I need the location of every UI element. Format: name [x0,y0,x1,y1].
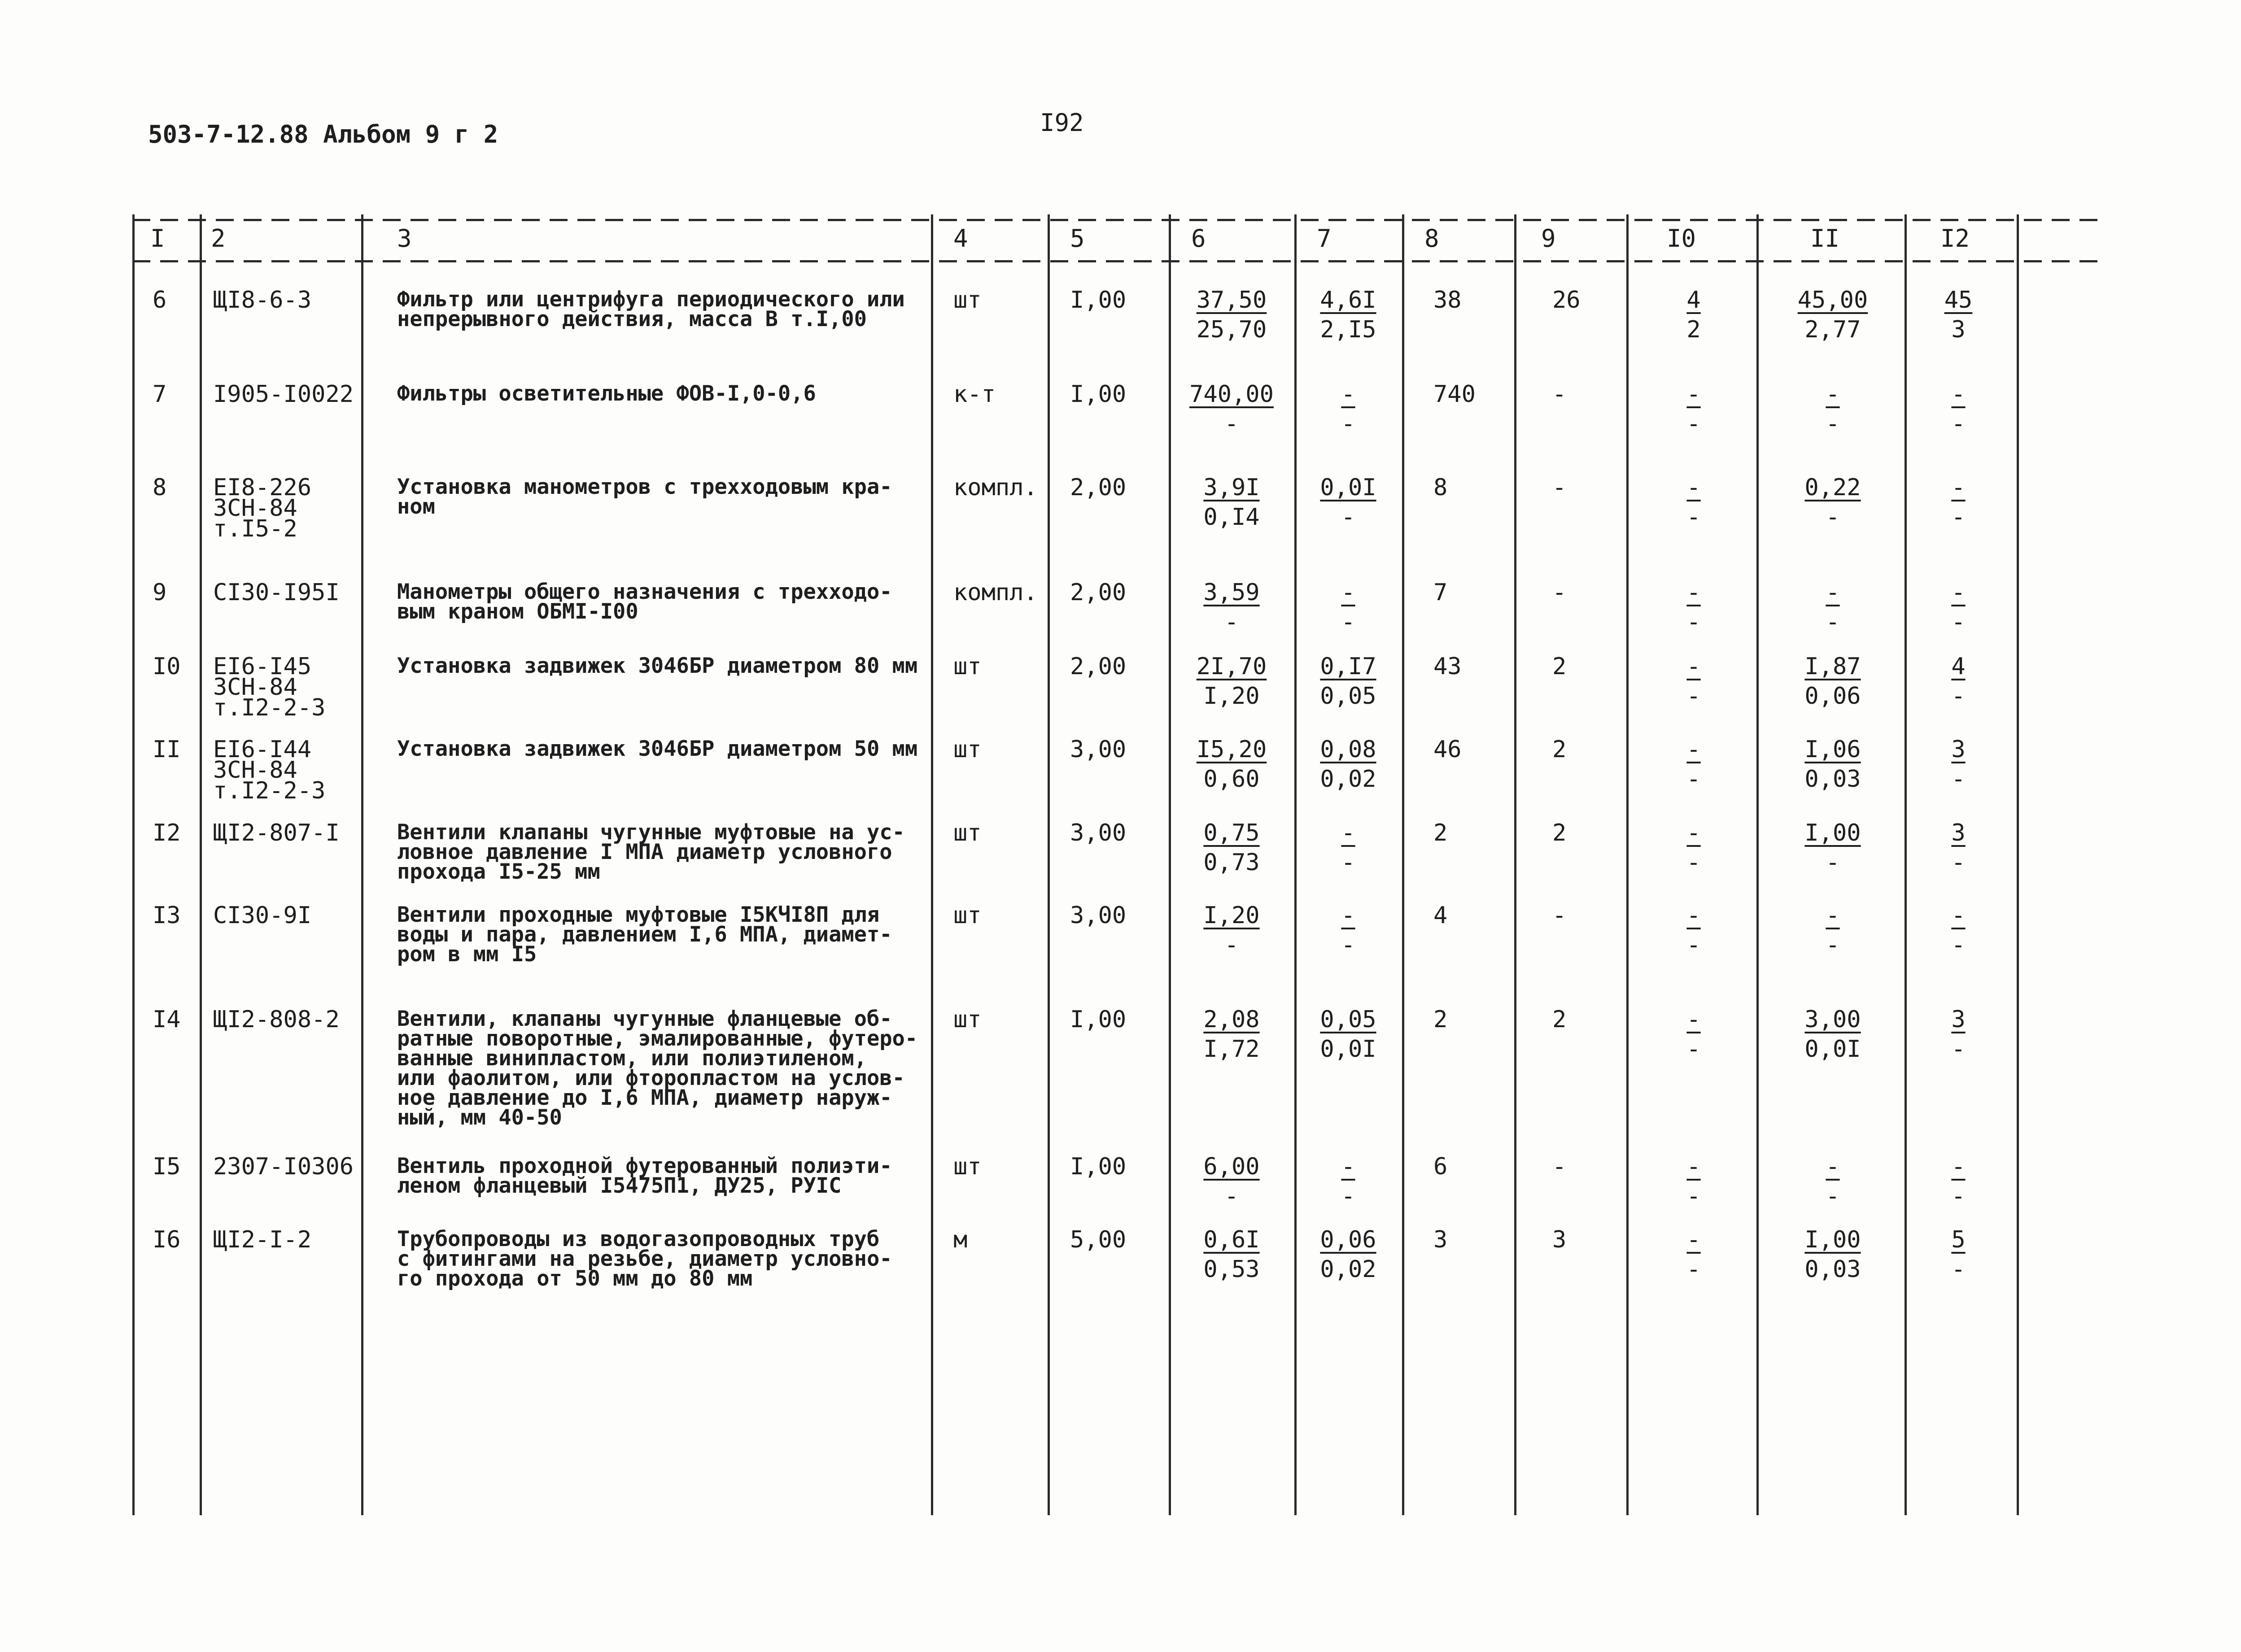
col10-value [1644,901,1743,960]
row-number: 9 [153,579,167,606]
row-number: I3 [153,902,181,929]
col6-cost-denominator: 25,70 [1196,316,1267,343]
col11-value [1783,473,1882,532]
work-description: Фильтр или центрифуга периодического или непрерывного действия, масса В т.I,00 [397,287,905,331]
col6-cost-numerator: 2,08 [1203,1006,1260,1033]
col7-cost-denominator: 0,02 [1320,766,1376,793]
col12-value-numerator: 3 [1951,736,1966,763]
col12-value-denominator: - [1951,609,1966,636]
column-divider [2017,214,2019,1515]
col11-value-numerator: I,00 [1804,819,1861,846]
column-divider [931,214,933,1515]
row-number: 7 [153,381,167,408]
col10-value [1644,818,1743,877]
col8-value: 43 [1433,653,1462,680]
col10-value-denominator: - [1686,683,1701,710]
col8-value: 4 [1433,902,1448,929]
col9-value: - [1552,1153,1567,1180]
column-number: 5 [1070,224,1085,253]
col7-cost [1299,735,1398,794]
col10-value-numerator: - [1686,1153,1701,1180]
col11-value-numerator: I,06 [1804,736,1861,763]
work-description: Трубопроводы из водогазопроводных труб с фитингами на резьбе, диаметр условно- го прохода от 50 мм до 80 мм [397,1227,892,1291]
quantity: 3,00 [1070,902,1127,929]
column-divider [1905,214,1907,1515]
work-description: Фильтры осветительные ФОВ-I,0-0,6 [397,381,816,406]
unit-of-measure: к-т [953,381,996,408]
col11-value-numerator: 3,00 [1804,1006,1861,1033]
col7-cost-numerator: 0,0I [1320,474,1376,501]
col12-value-denominator: - [1951,504,1966,531]
col12-value-denominator: - [1951,1183,1966,1210]
col12-value [1909,652,2008,711]
col12-value-numerator: 4 [1951,653,1966,680]
col12-value-denominator: - [1951,1036,1966,1063]
row-number: I5 [153,1153,181,1180]
col6-cost-numerator: I5,20 [1196,736,1267,763]
col6-cost-denominator: - [1224,609,1239,636]
unit-of-measure: шт [953,653,982,680]
col10-value-numerator: - [1686,474,1701,501]
col10-value-numerator: - [1686,902,1701,929]
col12-value [1909,818,2008,877]
rate-code: 2307-I0306 [213,1153,354,1180]
col11-value-numerator: - [1826,1153,1840,1180]
rate-code: ЕI8-226 3СН-84 т.I5-2 [213,474,312,542]
col11-value-denominator: 0,0I [1804,1036,1861,1063]
unit-of-measure: м [953,1226,968,1253]
col12-value-numerator: 3 [1951,819,1966,846]
column-divider [132,214,135,1515]
col7-cost-denominator: 0,0I [1320,1036,1376,1063]
rate-code: I905-I0022 [213,381,354,408]
rate-code: ЩI2-807-I [213,819,340,846]
row-number: II [153,736,181,763]
col6-cost-numerator: 2I,70 [1196,653,1267,680]
col7-cost [1299,1225,1398,1284]
col7-cost [1299,578,1398,637]
col9-value: - [1552,902,1567,929]
col12-value-denominator: - [1951,766,1966,793]
unit-of-measure: компл. [953,579,1038,606]
col10-value-numerator: - [1686,1006,1701,1033]
col12-value-numerator: - [1951,1153,1966,1180]
col8-value: 740 [1433,381,1476,408]
col10-value-numerator: - [1686,653,1701,680]
work-description: Установка задвижек 3046БР диаметром 80 мм [397,654,918,678]
column-number: II [1810,224,1840,253]
col12-value-numerator: - [1951,474,1966,501]
col12-value-numerator: - [1951,381,1966,408]
col12-value-numerator: 5 [1951,1226,1966,1253]
col7-cost-denominator: 2,I5 [1320,316,1376,343]
col11-value-numerator: - [1826,381,1840,408]
row-number: 6 [153,287,167,314]
estimate-table [132,214,2106,1515]
col9-value: 3 [1552,1226,1567,1253]
col7-cost-denominator: 0,05 [1320,683,1376,710]
col11-value [1783,652,1882,711]
col11-value-numerator: I,87 [1804,653,1861,680]
col11-value-numerator: - [1826,902,1840,929]
col6-cost [1182,901,1281,960]
col11-value-numerator: 45,00 [1797,287,1868,314]
col12-value-numerator: - [1951,579,1966,606]
col10-value-numerator: - [1686,1226,1701,1253]
column-number: 4 [953,224,968,253]
col12-value [1909,578,2008,637]
col7-cost-numerator: - [1341,902,1355,929]
col10-value-numerator: - [1686,736,1701,763]
rate-code: СI30-9I [213,902,312,929]
rate-code: ЕI6-I45 3СН-84 т.I2-2-3 [213,653,326,721]
col9-value: - [1552,381,1567,408]
col10-value [1644,578,1743,637]
column-divider [200,214,202,1515]
col7-cost-denominator: - [1341,1183,1355,1210]
col6-cost [1182,652,1281,711]
quantity: I,00 [1070,1006,1127,1033]
col6-cost [1182,1005,1281,1064]
unit-of-measure: шт [953,819,982,846]
column-number: 9 [1541,224,1556,253]
col7-cost-numerator: 0,05 [1320,1006,1376,1033]
col6-cost-numerator: 0,6I [1203,1226,1260,1253]
col9-value: 2 [1552,736,1567,763]
col12-value-denominator: - [1951,683,1966,710]
col10-value-denominator: - [1686,1036,1701,1063]
rate-code: ЩI2-I-2 [213,1226,312,1253]
col6-cost-numerator: 3,59 [1203,579,1260,606]
col10-value-numerator: - [1686,579,1701,606]
col7-cost-numerator: 4,6I [1320,287,1376,314]
column-number: I0 [1667,224,1696,253]
col12-value [1909,1152,2008,1211]
col11-value-denominator: - [1826,410,1840,437]
col10-value-denominator: 2 [1686,316,1701,343]
col6-cost [1182,578,1281,637]
col6-cost [1182,379,1281,439]
rate-code: ЩI2-808-2 [213,1006,340,1033]
col6-cost [1182,735,1281,794]
col12-value [1909,285,2008,344]
col11-value-numerator: - [1826,579,1840,606]
col10-value [1644,285,1743,344]
col10-value [1644,1225,1743,1284]
col10-value-denominator: - [1686,766,1701,793]
col7-cost-denominator: - [1341,932,1355,959]
col11-value [1783,285,1882,344]
unit-of-measure: шт [953,902,982,929]
work-description: Вентиль проходной футерованный полиэти- леном фланцевый I5475П1, ДУ25, РУIС [397,1154,892,1198]
col12-value [1909,901,2008,960]
col12-value-numerator: - [1951,902,1966,929]
col11-value-denominator: - [1826,932,1840,959]
col6-cost [1182,1152,1281,1211]
work-description: Вентили, клапаны чугунные фланцевые об- ратные поворотные, эмалированные, футеро- ванные винипластом, или полиэтиленом, или фаолитом, или фторопластом на услов- ное давление до I,6 МПА, диаметр наруж- ный, мм 40-50 [397,1007,918,1130]
column-number: I [150,224,165,253]
col10-value [1644,652,1743,711]
col9-value: 2 [1552,1006,1567,1033]
unit-of-measure: шт [953,287,982,314]
col10-value-denominator: - [1686,609,1701,636]
col6-cost-numerator: 3,9I [1203,474,1260,501]
row-number: I4 [153,1006,181,1033]
column-divider [1626,214,1629,1515]
col6-cost-numerator: 0,75 [1203,819,1260,846]
unit-of-measure: шт [953,736,982,763]
column-number: 7 [1317,224,1332,253]
col10-value-denominator: - [1686,849,1701,876]
quantity: 3,00 [1070,736,1127,763]
col6-cost-denominator: - [1224,1183,1239,1210]
work-description: Установка манометров с трехходовым кра- ном [397,475,892,519]
col6-cost-numerator: 37,50 [1196,287,1267,314]
quantity: 5,00 [1070,1226,1127,1253]
col11-value [1783,1152,1882,1211]
col6-cost-denominator: - [1224,410,1239,437]
col7-cost-numerator: - [1341,1153,1355,1180]
col11-value [1783,735,1882,794]
work-description: Установка задвижек 3046БР диаметром 50 мм [397,737,918,761]
col11-value-denominator: 0,06 [1804,683,1861,710]
col11-value-numerator: 0,22 [1804,474,1861,501]
col10-value-denominator: - [1686,932,1701,959]
column-divider [361,214,363,1515]
col12-value-denominator: - [1951,849,1966,876]
col11-value [1783,818,1882,877]
col9-value: 2 [1552,653,1567,680]
column-divider [1048,214,1050,1515]
col6-cost-numerator: I,20 [1203,902,1260,929]
col7-cost-numerator: - [1341,381,1355,408]
col7-cost-denominator: - [1341,849,1355,876]
col10-value-denominator: - [1686,410,1701,437]
column-divider [1402,214,1404,1515]
row-number: I2 [153,819,181,846]
col11-value [1783,1005,1882,1064]
col8-value: 46 [1433,736,1462,763]
col12-value [1909,735,2008,794]
col11-value-denominator: - [1826,609,1840,636]
col9-value: - [1552,579,1567,606]
col10-value-denominator: - [1686,1183,1701,1210]
col10-value [1644,1005,1743,1064]
rate-code: ЕI6-I44 3СН-84 т.I2-2-3 [213,736,326,804]
rate-code: СI30-I95I [213,579,340,606]
col10-value-denominator: - [1686,504,1701,531]
col8-value: 8 [1433,474,1448,501]
col11-value-denominator: - [1826,849,1840,876]
col10-value-denominator: - [1686,1256,1701,1283]
col11-value-denominator: - [1826,504,1840,531]
col12-value-denominator: - [1951,410,1966,437]
col12-value-denominator: - [1951,932,1966,959]
col8-value: 38 [1433,287,1462,314]
col10-value-numerator: 4 [1686,287,1701,314]
header-top-dashline [132,219,2106,221]
column-number: 3 [397,224,412,253]
col7-cost-denominator: - [1341,504,1355,531]
col7-cost [1299,818,1398,877]
col12-value-denominator: 3 [1951,316,1966,343]
col10-value-numerator: - [1686,381,1701,408]
col10-value [1644,379,1743,439]
col7-cost-numerator: 0,08 [1320,736,1376,763]
col11-value-denominator: - [1826,1183,1840,1210]
col12-value-denominator: - [1951,1256,1966,1283]
column-number: 2 [211,224,226,253]
unit-of-measure: компл. [953,474,1038,501]
column-number: 8 [1424,224,1439,253]
col7-cost [1299,901,1398,960]
col11-value [1783,1225,1882,1284]
col12-value [1909,379,2008,439]
col9-value: 26 [1552,287,1581,314]
col12-value-numerator: 3 [1951,1006,1966,1033]
col11-value [1783,578,1882,637]
col6-cost-denominator: 0,53 [1203,1256,1260,1283]
rate-code: ЩI8-6-3 [213,287,312,314]
col7-cost-numerator: - [1341,579,1355,606]
row-number: I6 [153,1226,181,1253]
row-number: 8 [153,474,167,501]
column-divider [1514,214,1516,1515]
col7-cost-numerator: 0,06 [1320,1226,1376,1253]
col12-value [1909,1005,2008,1064]
work-description: Вентили проходные муфтовые I5КЧI8П для воды и пара, давлением I,6 МПА, диамет- ром в мм I5 [397,902,892,967]
col11-value [1783,379,1882,439]
col7-cost [1299,1005,1398,1064]
col7-cost [1299,473,1398,532]
col8-value: 7 [1433,579,1448,606]
col7-cost [1299,652,1398,711]
work-description: Манометры общего назначения с трехходо- вым краном ОБМI-I00 [397,580,892,624]
unit-of-measure: шт [953,1006,982,1033]
document-code: 503-7-12.88 Альбом 9 г 2 [148,120,498,148]
col7-cost-denominator: - [1341,410,1355,437]
col6-cost-denominator: - [1224,932,1239,959]
quantity: I,00 [1070,381,1127,408]
col11-value-denominator: 0,03 [1804,766,1861,793]
col7-cost-numerator: - [1341,819,1355,846]
quantity: 2,00 [1070,474,1127,501]
page-number: I92 [1040,109,1084,137]
col6-cost [1182,818,1281,877]
column-divider [1756,214,1759,1515]
col12-value [1909,473,2008,532]
col7-cost [1299,1152,1398,1211]
work-description: Вентили клапаны чугунные муфтовые на ус- ловное давление I МПА диаметр условного прохода I5-25 мм [397,820,905,884]
quantity: I,00 [1070,1153,1127,1180]
col10-value [1644,473,1743,532]
column-divider [1294,214,1297,1515]
col6-cost-denominator: I,20 [1203,683,1260,710]
col6-cost [1182,1225,1281,1284]
col12-value [1909,1225,2008,1284]
row-number: I0 [153,653,181,680]
col7-cost-numerator: 0,I7 [1320,653,1376,680]
quantity: I,00 [1070,287,1127,314]
col12-value-numerator: 45 [1944,287,1973,314]
col6-cost-denominator: 0,60 [1203,766,1260,793]
col6-cost-denominator: I,72 [1203,1036,1260,1063]
col10-value-numerator: - [1686,819,1701,846]
col6-cost-numerator: 740,00 [1189,381,1274,408]
col11-value-numerator: I,00 [1804,1226,1861,1253]
unit-of-measure: шт [953,1153,982,1180]
col10-value [1644,1152,1743,1211]
col11-value-denominator: 2,77 [1804,316,1861,343]
column-divider [1169,214,1171,1515]
col11-value [1783,901,1882,960]
column-number: I2 [1940,224,1970,253]
column-number: 6 [1191,224,1206,253]
col10-value [1644,735,1743,794]
col6-cost [1182,473,1281,532]
col8-value: 2 [1433,1006,1448,1033]
quantity: 3,00 [1070,819,1127,846]
col6-cost [1182,285,1281,344]
col11-value-denominator: 0,03 [1804,1256,1861,1283]
col6-cost-numerator: 6,00 [1203,1153,1260,1180]
col9-value: 2 [1552,819,1567,846]
col8-value: 3 [1433,1226,1448,1253]
header-bottom-dashline [132,260,2106,262]
quantity: 2,00 [1070,653,1127,680]
col8-value: 6 [1433,1153,1448,1180]
col9-value: - [1552,474,1567,501]
col6-cost-denominator: 0,I4 [1203,504,1260,531]
col7-cost [1299,379,1398,439]
col8-value: 2 [1433,819,1448,846]
quantity: 2,00 [1070,579,1127,606]
col7-cost-denominator: - [1341,609,1355,636]
col7-cost [1299,285,1398,344]
col7-cost-denominator: 0,02 [1320,1256,1376,1283]
col6-cost-denominator: 0,73 [1203,849,1260,876]
